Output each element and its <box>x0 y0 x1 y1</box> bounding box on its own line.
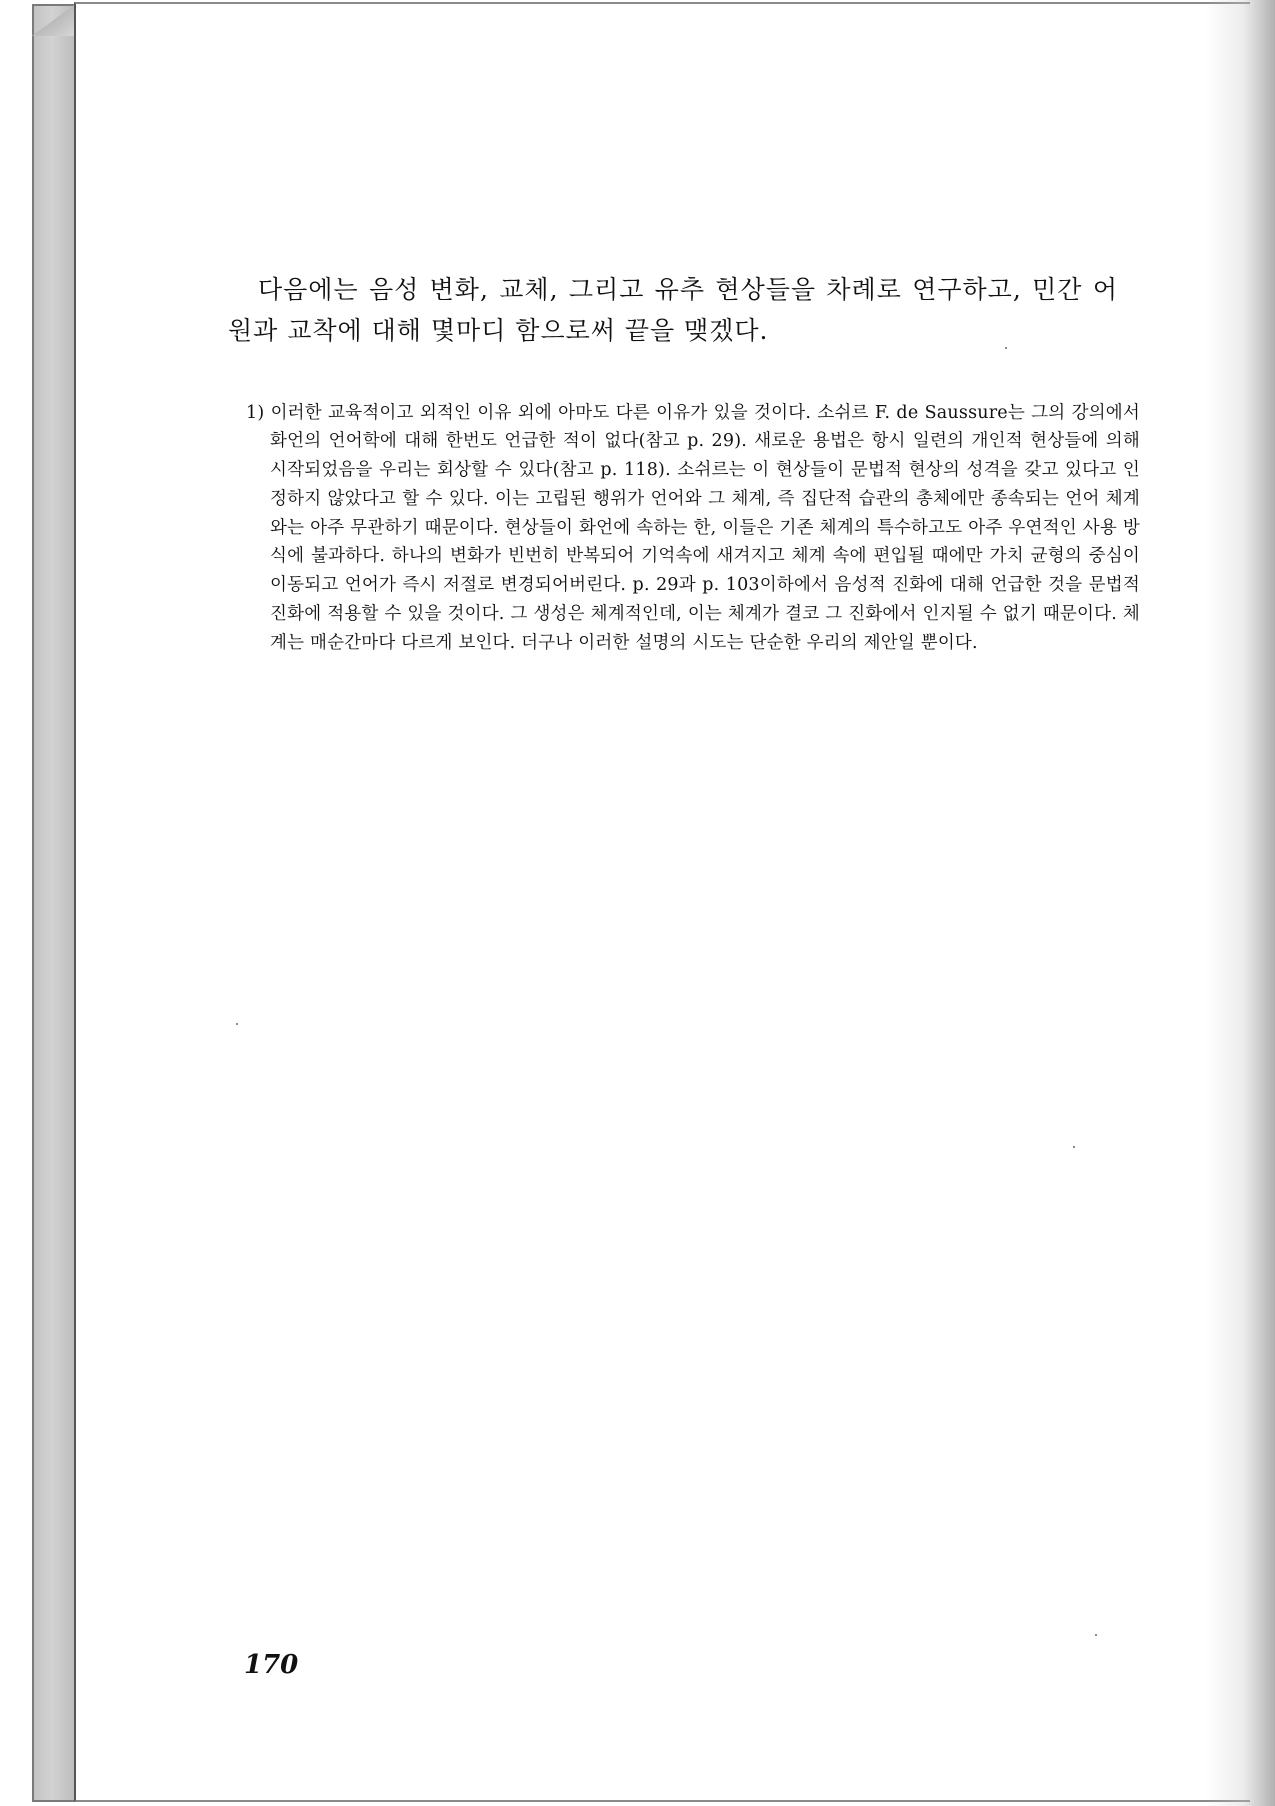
page-number: 170 <box>244 1650 299 1680</box>
footnote-1: 1) 이러한 교육적이고 외적인 이유 외에 아마도 다른 이유가 있을 것이다. 소쉬르 F. de Saussure는 그의 강의에서 화언의 언어학에 대해 한번도 언급한 적이 없다(참고 p. 29). 새로운 용법은 항시 일련의 개인적 현상들에 의해 시작되었음을 우리는 회상할 수 있다(참고 p. 118). 소쉬르는 이 현상들이 문법적 현상의 성격을 갖고 있다고 인정하지 않았다고 할 수 있다. 이는 고립된 행위가 언어와 그 체계, 즉 집단적 습관의 총체에만 종속되는 언어 체계와는 아주 무관하기 때문이다. 현상들이 화언에 속하는 한, 이들은 기존 체계의 특수하고도 아주 우연적인 사용 방식에 불과하다. 하나의 변화가 빈번히 반복되어 기억속에 새겨지고 체계 속에 편입될 때에만 가치 균형의 중심이 이동되고 언어가 즉시 저절로 변경되어버린다. p. 29과 p. 103이하에서 음성적 진화에 대해 언급한 것을 문법적 진화에 적용할 수 있을 것이다. 그 생성은 체계적인데, 이는 체계가 결코 그 진화에서 인지될 수 없기 때문이다. 체계는 매순간마다 다르게 보인다. 더구나 이러한 설명의 시도는 단순한 우리의 제안일 뿐이다. <box>246 402 1140 653</box>
scan-speck <box>1095 1634 1097 1636</box>
lead-paragraph: 다음에는 음성 변화, 교체, 그리고 유추 현상들을 차례로 연구하고, 민간 어원과 교착에 대해 몇마디 함으로써 끝을 맺겠다. <box>228 275 1118 345</box>
book-spine <box>32 4 76 1802</box>
scan-speck <box>1073 1146 1075 1148</box>
scan-speck <box>1005 347 1007 349</box>
scan-speck <box>236 1023 238 1025</box>
